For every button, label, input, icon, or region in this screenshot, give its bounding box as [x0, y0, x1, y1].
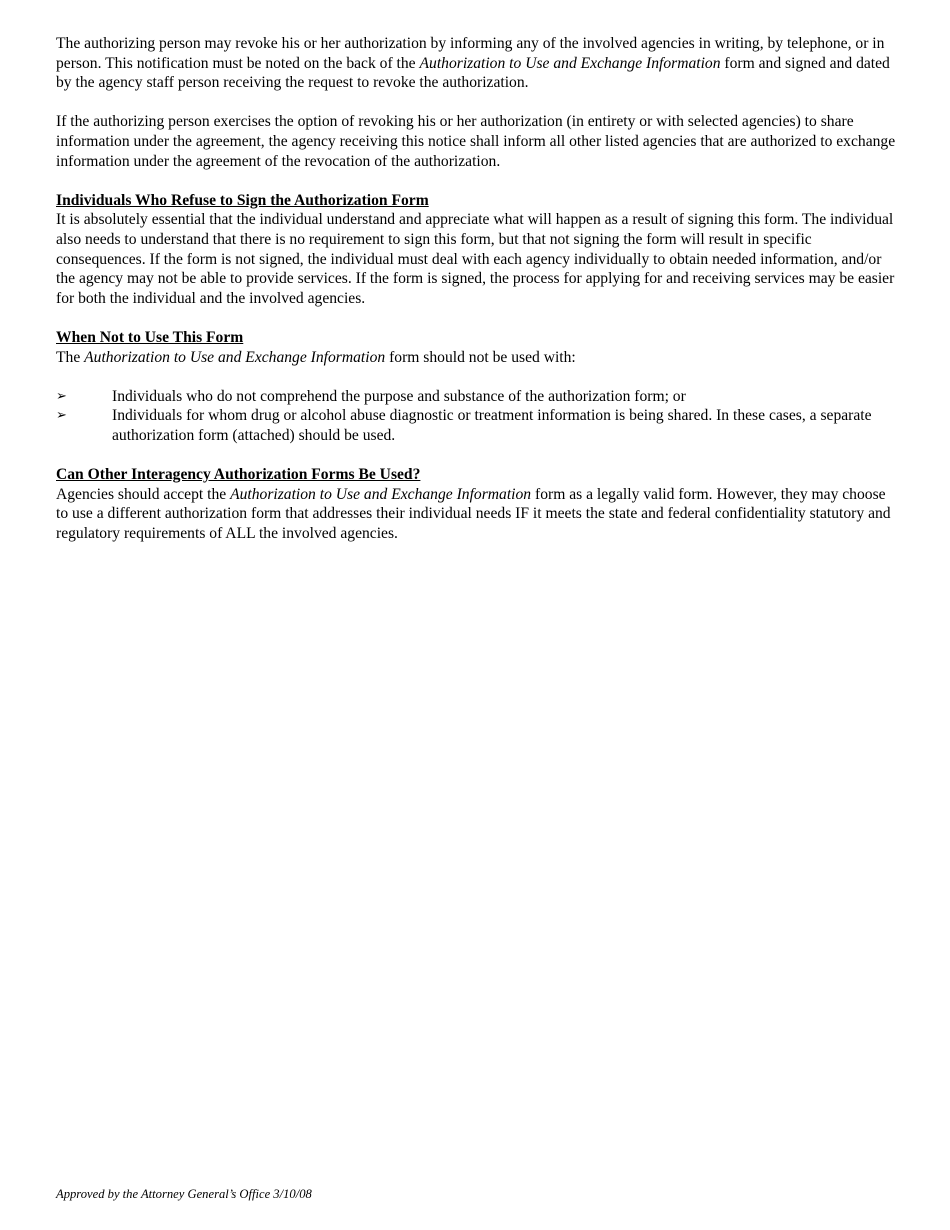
refuse-to-sign-heading: Individuals Who Refuse to Sign the Authorization Form	[56, 191, 429, 209]
refuse-to-sign-section	[56, 191, 898, 309]
approval-footer: Approved by the Attorney General’s Office 3/10/08	[56, 1187, 312, 1201]
revocation-notice-paragraph: If the authorizing person exercises the option of revoking his or her authorization (in entirety or with selected agencies) to share information under the agreement, the agency receiving this notice shall inform all other listed agencies that are authorized to exchange information under the agreement of the revocation of the authorization.	[56, 113, 896, 170]
other-forms-text-start: Agencies should accept the	[56, 485, 231, 503]
exclusion-list	[56, 387, 898, 446]
refuse-to-sign-body: It is absolutely essential that the individual understand and appreciate what will happen as a result of signing this form. The individual also needs to understand that there is no requirement to sign this form, but that not signing the form will result in specific consequences. If the form is not signed, the individual must deal with each agency individually to obtain needed information, and/or the agency may not be able to provide services. If the form is signed, the process for applying for and receiving services may be easier for both the individual and the involved agencies.	[56, 211, 895, 307]
list-item-text: Individuals for whom drug or alcohol abuse diagnostic or treatment information is being shared. In these cases, a separate authorization form (attached) should be used.	[112, 407, 872, 444]
intro-text-end: form should not be used with:	[385, 348, 576, 366]
when-not-to-use-heading: When Not to Use This Form	[56, 328, 244, 346]
form-title-reference: Authorization to Use and Exchange Information	[230, 485, 532, 503]
list-item	[56, 387, 898, 407]
when-not-to-use-section	[56, 328, 898, 446]
list-item-text: Individuals who do not comprehend the purpose and substance of the authorization form; or	[112, 387, 686, 405]
other-forms-heading: Can Other Interagency Authorization Forms Be Used?	[56, 466, 421, 484]
other-forms-section	[56, 465, 898, 543]
arrow-bullet-icon: ➢	[56, 388, 67, 404]
document-page	[56, 34, 898, 543]
other-forms-body	[56, 485, 898, 544]
when-not-to-use-intro	[56, 348, 898, 368]
revocation-paragraph	[56, 34, 898, 93]
revocation-text-end: form and signed and dated by the agency staff person receiving the request to revoke the authorization.	[56, 54, 890, 92]
intro-text-start: The	[56, 348, 85, 366]
form-title-reference: Authorization to Use and Exchange Information	[419, 54, 721, 72]
list-item	[56, 406, 898, 445]
arrow-bullet-icon: ➢	[56, 408, 67, 424]
revocation-text-start: The authorizing person may revoke his or her authorization by informing any of the involved agencies in writing, by telephone, or in person. This notification must be noted on the back of the	[56, 35, 885, 72]
other-forms-text-end: form as a legally valid form. However, they may choose to use a different authorization form that addresses their individual needs IF it meets the state and federal confidentiality statutory and regulatory requirements of ALL the involved agencies.	[56, 485, 891, 542]
form-title-reference: Authorization to Use and Exchange Information	[84, 348, 386, 366]
